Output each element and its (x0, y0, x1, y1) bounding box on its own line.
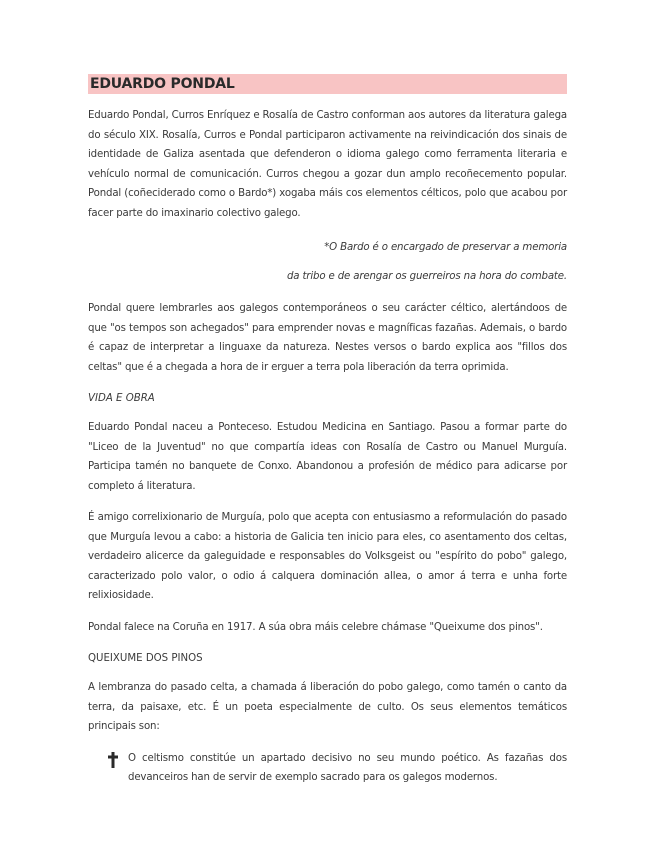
page-title: EDUARDO PONDAL (90, 76, 235, 92)
intro-paragraph: Eduardo Pondal, Curros Enríquez e Rosalía de Castro conforman aos autores da literatura galega do século XIX. Rosalía, Curros e Pondal participaron activamente na reivindicación dos sinais de identidade de Galiza asentada que defenderon o idioma galego como ferramenta literaria e vehículo normal de comunicación. Curros chegou a gozar dun amplo recoñecemento popular. Pondal (coñeciderado como o Bardo*) xogaba máis cos elementos célticos, polo que acabou por facer parte do imaxinario colectivo galego. (88, 110, 567, 219)
bardo-quote-line-1: *O Bardo é o encargado de preservar a memoria (324, 242, 567, 253)
vida-obra-heading: VIDA E OBRA (88, 393, 155, 404)
celtic-paragraph: Pondal quere lembrarles aos galegos contemporáneos o seu carácter céltico, alertándoos de que "os tempos son achegados" para emprender novas e magníficas fazañas. Ademais, o bardo é capaz de interpretar a linguaxe da natureza. Nestes versos o bardo explica aos "fillos dos celtas" que é a chegada a hora de ir erguer a terra pola liberación da terra oprimida. (88, 303, 567, 373)
bardo-quote-line-2: da tribo e de arengar os guerreiros na hora do combate. (286, 271, 567, 282)
themes-list (88, 749, 567, 788)
death-paragraph: Pondal falece na Coruña en 1917. A súa obra máis celebre chámase "Queixume dos pinos". (88, 621, 543, 633)
list-item (88, 749, 567, 788)
title-band (88, 74, 567, 94)
cross-icon (106, 752, 120, 768)
vida-paragraph: Eduardo Pondal naceu a Ponteceso. Estudou Medicina en Santiago. Pasou a formar parte do "Liceo de la Juventud" no que compartía ideas con Rosalía de Castro ou Manuel Murguía. Participa tamén no banquete de Conxo. Abandonou a profesión de médico para adicarse por completo á literatura. (88, 422, 567, 492)
queixume-paragraph: A lembranza do pasado celta, a chamada á liberación do pobo galego, como tamén o canto da terra, da paisaxe, etc. É un poeta especialmente de culto. Os seus elementos temáticos principais son: (88, 682, 567, 732)
list-item-text: O celtismo constitúe un apartado decisivo no seu mundo poético. As fazañas dos devanceiros han de servir de exemplo sacrado para os galegos modernos. (128, 752, 567, 783)
murguia-paragraph: É amigo correlixionario de Murguía, polo que acepta con entusiasmo a reformulación do pasado que Murguía levou a cabo: a historia de Galicia ten inicio para eles, co asentamento dos celtas, verdadeiro alicerce da galeguidade e responsables do Volksgeist ou "espírito do pobo" galego, caracterizado polo valor, o odio á calquera dominación allea, o amor á terra e unha forte relixiosidade. (88, 512, 567, 601)
queixume-heading: QUEIXUME DOS PINOS (88, 653, 203, 664)
